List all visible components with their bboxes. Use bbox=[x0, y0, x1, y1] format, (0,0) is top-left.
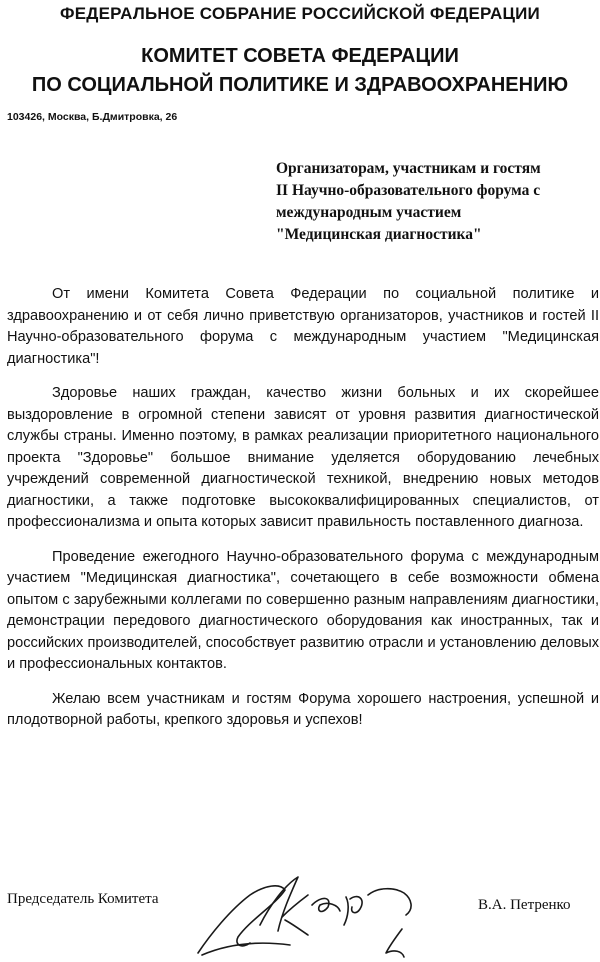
committee-name bbox=[0, 42, 600, 100]
handwritten-signature bbox=[190, 865, 440, 960]
committee-name-line-1: КОМИТЕТ СОВЕТА ФЕДЕРАЦИИ bbox=[141, 45, 459, 67]
addressee-line-2: II Научно-образовательного форума с bbox=[276, 182, 541, 199]
committee-name-line-2: ПО СОЦИАЛЬНОЙ ПОЛИТИКЕ И ЗДРАВООХРАНЕНИЮ bbox=[31, 74, 569, 96]
addressee-line-1: Организаторам, участникам и гостям bbox=[276, 160, 541, 177]
paragraph-forum: Проведение ежегодного Научно-образовательного форума с международным участием "Медицинская диагностика", сочетающего в себе возможности обмена опытом с зарубежными коллегами по совершенно разным направлениям диагностики, демонстрации передового диагностического оборудования как иностранных, так и российских производителей, способствует развитию отрасли и установлению деловых и профессиональных контактов. bbox=[7, 548, 599, 672]
addressee-line-3: международным участием bbox=[276, 204, 462, 221]
organization-name: ФЕДЕРАЛЬНОЕ СОБРАНИЕ РОССИЙСКОЙ ФЕДЕРАЦИИ bbox=[60, 4, 540, 23]
paragraph-health: Здоровье наших граждан, качество жизни больных и их скорейшее выздоровление в огромной степени зависят от уровня развития диагностической службы страны. Именно поэтому, в рамках реализации приоритетного национального проекта "Здоровье" большое внимание уделяется оборудованию лечебных учреждений современной диагностической техникой, внедрению новых методов диагностики, а также подготовке высококвалифицированных специалистов, от профессионализма и опыта которых зависит правильность поставленного диагноза. bbox=[7, 385, 599, 530]
address: 103426, Москва, Б.Дмитровка, 26 bbox=[7, 111, 178, 123]
paragraph-greeting: От имени Комитета Совета Федерации по социальной политике и здравоохранению и от себя лично приветствую организаторов, участников и гостей II Научно-образовательного форума с международным участием "Медицинская диагностика"! bbox=[7, 286, 599, 367]
letter-body bbox=[7, 284, 599, 745]
signer-title: Председатель Комитета bbox=[7, 891, 159, 907]
paragraph-wishes: Желаю всем участникам и гостям Форума хорошего настроения, успешной и плодотворной работы, крепкого здоровья и успехов! bbox=[7, 690, 599, 728]
addressee-line-4: "Медицинская диагностика" bbox=[276, 226, 482, 243]
addressee-block bbox=[276, 158, 596, 246]
signer-name: В.А. Петренко bbox=[478, 897, 571, 913]
